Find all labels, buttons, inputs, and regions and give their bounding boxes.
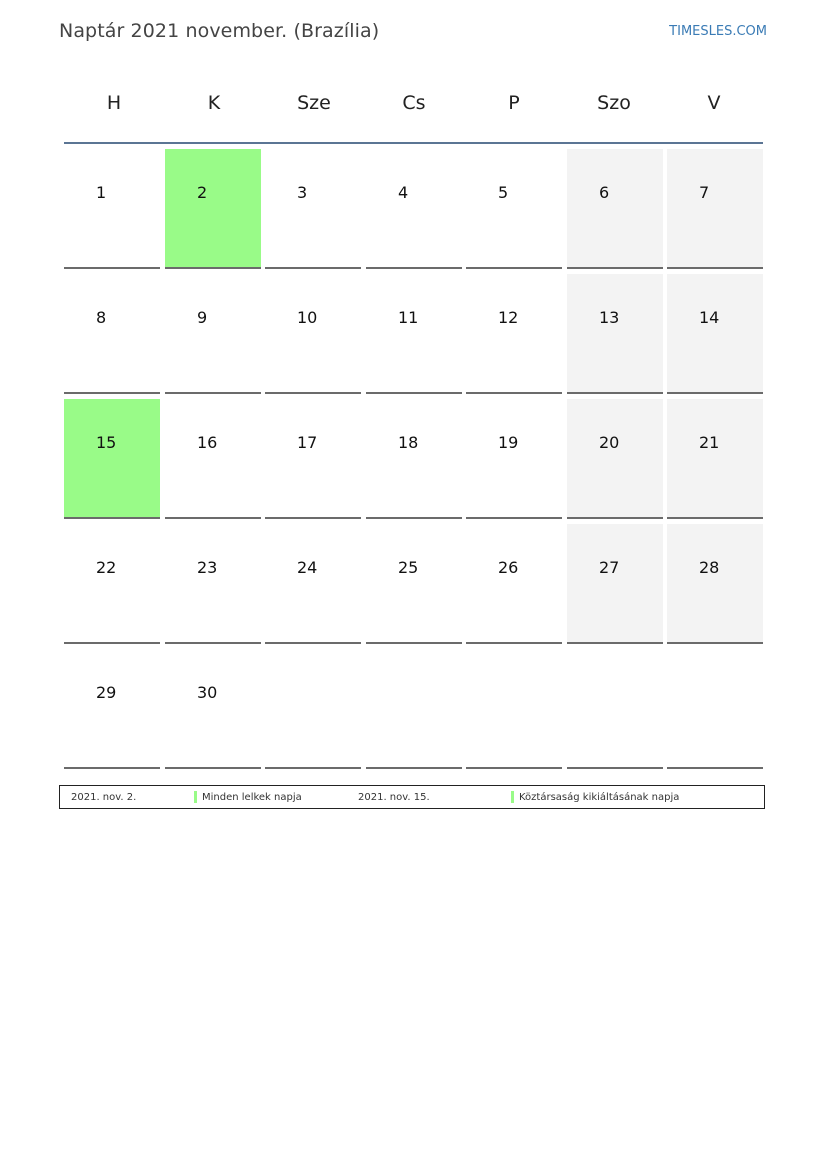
day-number: 2 xyxy=(197,183,208,202)
day-number: 23 xyxy=(197,558,218,577)
day-number: 27 xyxy=(599,558,620,577)
day-number: 24 xyxy=(297,558,318,577)
holiday-date: 2021. nov. 2. xyxy=(71,792,137,803)
calendar-day-empty xyxy=(265,649,361,769)
day-number: 10 xyxy=(297,308,318,327)
calendar-day xyxy=(567,524,663,644)
calendar-day xyxy=(366,524,462,644)
calendar-day xyxy=(64,524,160,644)
day-number: 30 xyxy=(197,683,218,702)
calendar-day xyxy=(466,399,562,519)
calendar-day xyxy=(64,149,160,269)
day-number: 16 xyxy=(197,433,218,452)
weekday-label: Cs xyxy=(402,92,426,114)
weekday-header-row xyxy=(64,92,764,116)
day-number: 3 xyxy=(297,183,308,202)
holiday-marker xyxy=(194,791,197,803)
calendar-day-empty xyxy=(667,649,763,769)
calendar-day xyxy=(667,524,763,644)
day-number: 4 xyxy=(398,183,409,202)
day-number: 15 xyxy=(96,433,117,452)
day-number: 11 xyxy=(398,308,419,327)
day-number: 14 xyxy=(699,308,720,327)
calendar-day-empty xyxy=(366,649,462,769)
calendar-day xyxy=(366,149,462,269)
holiday-name: Minden lelkek napja xyxy=(202,792,302,803)
day-number: 7 xyxy=(699,183,710,202)
weekday-label: V xyxy=(707,92,721,114)
calendar-day-empty xyxy=(567,649,663,769)
day-number: 1 xyxy=(96,183,107,202)
weekday-label: P xyxy=(508,92,520,114)
calendar-day xyxy=(64,274,160,394)
day-number: 26 xyxy=(498,558,519,577)
day-number: 9 xyxy=(197,308,208,327)
day-number: 6 xyxy=(599,183,610,202)
calendar-day xyxy=(366,274,462,394)
holiday-marker xyxy=(511,791,514,803)
calendar-day xyxy=(667,399,763,519)
day-number: 22 xyxy=(96,558,117,577)
calendar-day xyxy=(265,274,361,394)
calendar-day-empty xyxy=(466,649,562,769)
header-divider xyxy=(64,142,763,144)
day-number: 18 xyxy=(398,433,419,452)
day-number: 13 xyxy=(599,308,620,327)
calendar-day xyxy=(165,399,261,519)
calendar-day xyxy=(667,149,763,269)
day-number: 20 xyxy=(599,433,620,452)
calendar-day xyxy=(466,524,562,644)
calendar-day xyxy=(366,399,462,519)
day-number: 8 xyxy=(96,308,107,327)
day-number: 28 xyxy=(699,558,720,577)
weekday-label: Sze xyxy=(297,92,331,114)
calendar-day xyxy=(567,149,663,269)
calendar-day xyxy=(466,274,562,394)
day-number: 29 xyxy=(96,683,117,702)
site-link[interactable]: TIMESLES.COM xyxy=(669,24,767,39)
day-number: 12 xyxy=(498,308,519,327)
day-number: 17 xyxy=(297,433,318,452)
calendar-day xyxy=(667,274,763,394)
calendar-day xyxy=(567,399,663,519)
calendar-day-holiday xyxy=(165,149,261,269)
calendar-day xyxy=(265,149,361,269)
day-number: 5 xyxy=(498,183,509,202)
day-number: 19 xyxy=(498,433,519,452)
calendar-day xyxy=(265,524,361,644)
calendar-day xyxy=(567,274,663,394)
page-title: Naptár 2021 november. (Brazília) xyxy=(59,20,380,42)
calendar-day xyxy=(265,399,361,519)
calendar-day xyxy=(165,649,261,769)
weekday-label: H xyxy=(106,92,122,114)
calendar-day xyxy=(466,149,562,269)
holiday-name: Köztársaság kikiáltásának napja xyxy=(519,792,680,803)
weekday-label: K xyxy=(207,92,221,114)
holiday-legend xyxy=(59,785,765,809)
day-number: 21 xyxy=(699,433,720,452)
weekday-label: Szo xyxy=(597,92,631,114)
holiday-date: 2021. nov. 15. xyxy=(358,792,430,803)
calendar-day xyxy=(165,274,261,394)
calendar-day-holiday xyxy=(64,399,160,519)
calendar-day xyxy=(165,524,261,644)
calendar-day xyxy=(64,649,160,769)
day-number: 25 xyxy=(398,558,419,577)
